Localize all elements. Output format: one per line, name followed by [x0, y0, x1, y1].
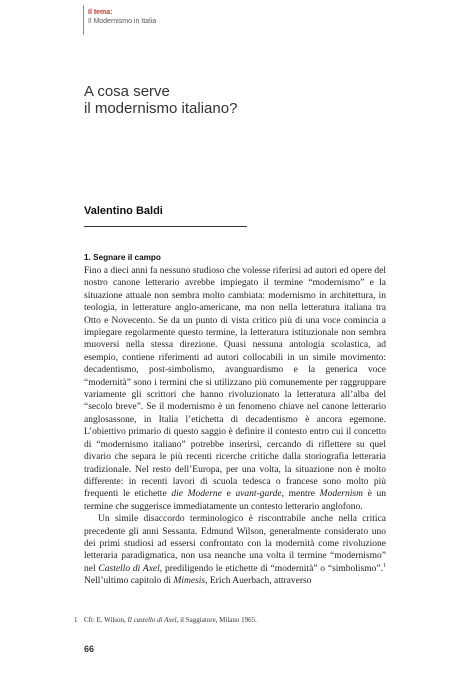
- paragraph-1: [84, 265, 386, 513]
- page-number: 66: [84, 644, 95, 654]
- author-name: Valentino Baldi: [84, 205, 163, 217]
- footnote: [74, 616, 257, 625]
- p2-text-b: , prediligendo le etichette di “modernità” o “simbolismo”.: [159, 563, 383, 574]
- section-heading: 1. Segnare il campo: [84, 253, 161, 262]
- p1-text-c: , mentre: [281, 489, 320, 500]
- p2-text-d: , Erich Auerbach, attraverso: [205, 576, 312, 587]
- header-subtitle: Il Modernismo in Italia: [88, 18, 157, 25]
- p1-text-b: e: [221, 489, 236, 500]
- paragraph-2: [84, 513, 386, 587]
- title-line-1: A cosa serve: [84, 83, 170, 100]
- p2-text-a: Un simile disaccordo terminologico è riscontrabile anche nella critica precedente gli anni Sessanta. Edmund Wilson, generalmente considerato uno dei primi studiosi ad essersi confrontato con la modernità come rivoluzione letteraria paradigmatica, non usa neanche una volta il termine “modernismo” nel: [84, 514, 386, 574]
- footnote-italic-title: Il castello di Axel: [127, 616, 177, 624]
- footnote-text-b: , il Saggiatore, Milano 1965.: [176, 616, 257, 624]
- header-rule: [83, 5, 84, 35]
- article-title: [84, 83, 237, 117]
- author-rule: [84, 226, 247, 227]
- p1-italic-die-moderne: die Moderne: [171, 489, 222, 500]
- running-header: [88, 8, 156, 26]
- title-line-2: il modernismo italiano?: [84, 100, 238, 117]
- footnote-number: 1: [74, 616, 78, 624]
- p2-italic-mimesis: Mimesis: [173, 576, 206, 587]
- p2-text-c: Nell’ultimo capitolo di: [84, 576, 174, 587]
- p2-italic-castello: Castello di Axel: [98, 563, 160, 574]
- p1-italic-modernism: Modernism: [319, 489, 363, 500]
- body-text: [84, 265, 386, 588]
- footnote-reference[interactable]: 1: [383, 562, 386, 569]
- p1-text-d: è un termine che suggerisce immediatamente un contesto letterario anglofono.: [84, 489, 386, 512]
- p1-italic-avant-garde: avant-garde: [235, 489, 282, 500]
- footnote-text-a: Cfr. E. Wilson,: [84, 616, 128, 624]
- header-tema: Il tema:: [88, 9, 113, 16]
- p1-text-a: Fino a dieci anni fa nessuno studioso che volesse riferirsi ad autori ed opere del nostro canone letterario avrebbe impiegato il termine “modernismo” e la situazione attuale non sembra molto cambiata: modernismo in architettura, in teologia, in letterature anglo-americane, ma non nella letteratura italiana tra Otto e Novecento. Se da un punto di vista critico più di una voce comincia a impiegare regolarmente questo termine, la letteratura istituzionale non sembra muoversi nella stessa direzione. Quasi nessuna antologia scolastica, ad esempio, contiene riferimenti ad autori collocabili in un simile movimento: decadentismo, post-simbolismo, avanguardismo e la generica voce “modernità” sono i termini che si utilizzano più comunemente per raggruppare variamente gli scrittori che hanno rivoluzionato la letteratura all’alba del “secolo breve”. Se il modernismo è un fenomeno chiave nel canone letterario anglosassone, in Italia l’etichetta di decadentismo è ancora egemone. L’obiettivo primario di questo saggio è definire il contesto entro cui il concetto di “modernismo italiano” potrebbe inserirsi, cercando di riflettere su quel divario che separa le più recenti ricerche critiche dalla storiografia letteraria tradizionale. Nel resto dell’Europa, per una volta, la situazione non è molto differente: in recenti lavori di scuola tedesca o francese sono molto più frequenti le etichette: [84, 266, 386, 500]
